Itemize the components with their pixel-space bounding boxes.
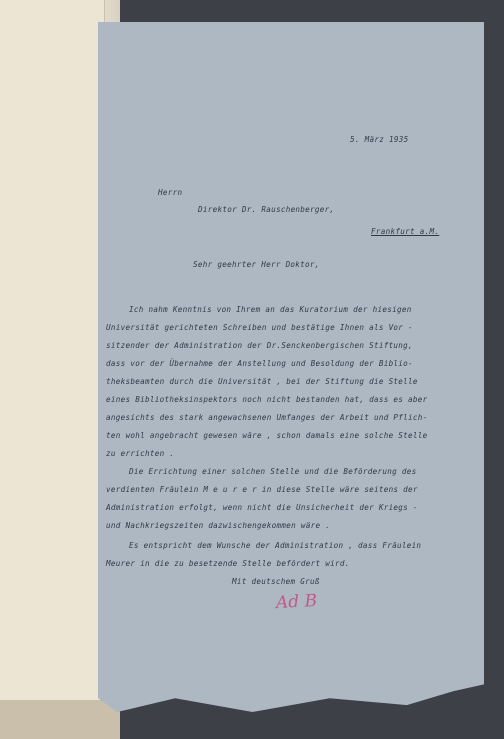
body-line: ten wohl angebracht gewesen wäre , schon damals eine solche Stelle xyxy=(106,431,428,440)
salutation-to: Herrn xyxy=(158,188,183,197)
body-line: Die Errichtung einer solchen Stelle und die Beförderung des xyxy=(129,467,417,476)
body-line: verdienten Fräulein M e u r e r in diese Stelle wäre seitens der xyxy=(106,485,418,494)
body-line: Ich nahm Kenntnis von Ihrem an das Kuratorium der hiesigen xyxy=(129,305,412,314)
body-line: Es entspricht dem Wunsche der Administration , dass Fräulein xyxy=(129,541,422,550)
body-line: dass vor der Übernahme der Anstellung und Besoldung der Biblio- xyxy=(106,359,413,368)
body-line: Meurer in die zu besetzende Stelle befördert wird. xyxy=(106,559,350,568)
handwritten-signature: Ad B xyxy=(275,590,318,614)
body-line: Administration erfolgt, wenn nicht die Unsicherheit der Kriegs - xyxy=(106,503,418,512)
body-line: zu errichten . xyxy=(106,449,175,458)
closing: Mit deutschem Gruß xyxy=(232,577,320,586)
recipient-city: Frankfurt a.M. xyxy=(371,227,440,236)
body-line: eines Bibliotheksinspektors noch nicht bestanden hat, dass es aber xyxy=(106,395,428,404)
body-line: und Nachkriegszeiten dazwischengekommen wäre . xyxy=(106,521,331,530)
body-line: sitzender der Administration der Dr.Senckenbergischen Stiftung, xyxy=(106,341,413,350)
recipient-name: Direktor Dr. Rauschenberger, xyxy=(198,205,335,214)
body-line: Universität gerichteten Schreiben und bestätige Ihnen als Vor - xyxy=(106,323,413,332)
greeting: Sehr geehrter Herr Doktor, xyxy=(193,260,320,269)
body-line: angesichts des stark angewachsenen Umfanges der Arbeit und Pflich- xyxy=(106,413,428,422)
body-line: theksbeamten durch die Universität , bei der Stiftung die Stelle xyxy=(106,377,418,386)
letter-date: 5. März 1935 xyxy=(350,135,409,144)
underlying-sheet xyxy=(0,0,105,700)
